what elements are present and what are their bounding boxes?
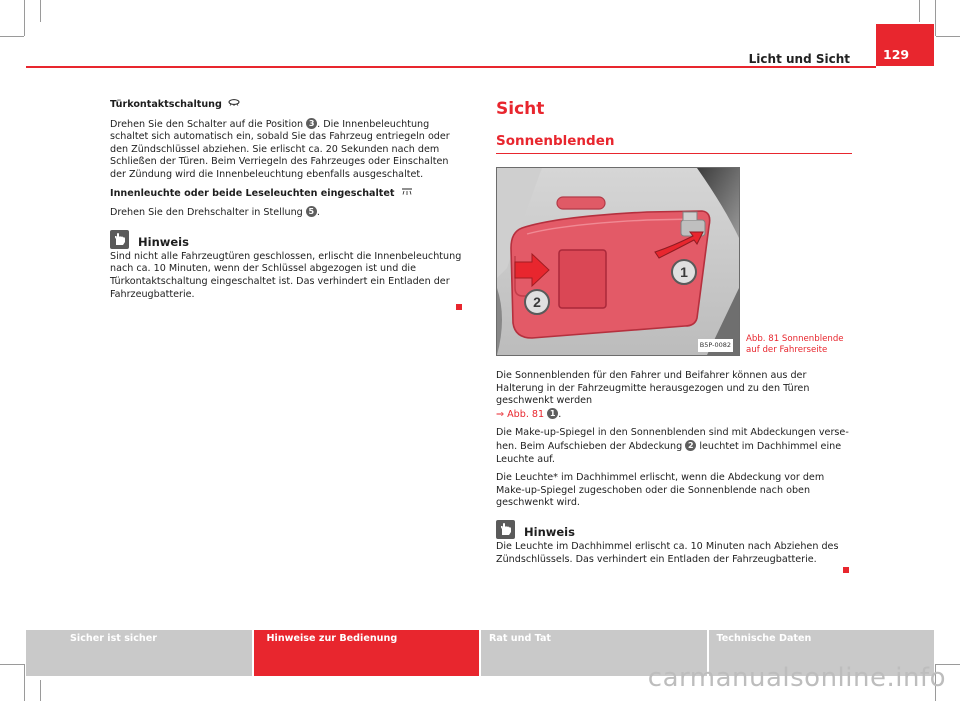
position-ref-badge: 3 [306,118,317,129]
visor-text-2-cont: leuchtet im Dachhimmel eine Leuchte auf. [496,440,842,465]
figure-link[interactable]: ⇒ Abb. 81 [496,408,545,420]
sun-visor-drawing [497,168,739,355]
footer-tab-safety[interactable] [26,630,252,676]
watermark: carmanualsonline.info [647,663,946,693]
page-number: 129 [883,47,910,62]
reading-lamp-icon [401,188,413,195]
visor-text-1-end: . [558,408,562,420]
figure-code: B5P-0082 [698,339,733,352]
end-marker [843,567,849,573]
crop-mark [935,0,936,36]
footer-tab-label: Rat und Tat [489,633,552,644]
figure [496,167,852,356]
reading-light-text: Drehen Sie den Drehschalter in Stellung [110,207,303,219]
note-title: Hinweis [138,235,189,250]
left-column [110,99,465,307]
note-header [110,230,465,249]
dome-lamp-icon [228,99,240,106]
figure-label-1: 1 [680,264,688,280]
figure-caption [746,334,844,356]
figure-label-2: 2 [533,294,541,310]
reading-light-text-end: . [316,207,320,219]
visor-text-2: Die Make-up-Spiegel in den Sonnenblenden sind mit Abdeckungen versehen. Beim Aufschieben der Abdeckung [496,427,849,452]
footer-tab-label: Hinweise zur Bedienung [266,633,398,644]
door-contact-heading [110,99,465,112]
crop-mark [919,0,920,22]
door-contact-text: Drehen Sie den Schalter auf die Position [110,118,304,130]
note-text: Die Leuchte im Dachhimmel erlischt ca. 10 Minuten nach Abziehen des Zündschlüssels. Das verhindert ein Entladen der Fahrzeugbatterie. [496,540,839,565]
crop-mark [0,36,24,37]
right-column [496,99,852,572]
end-marker [456,304,462,310]
visor-text-1: Die Sonnenblenden für den Fahrer und Beifahrer können aus der Halterung in der Fahrzeugmitte herausgezogen und zu den Türen geschwenkt werden [496,370,810,407]
position-ref-badge: 5 [306,206,317,217]
figure-caption-line2: auf der Fahrerseite [746,345,828,355]
reading-light-paragraph [110,206,465,220]
figure-caption-line1: Abb. 81 Sonnenblende [746,334,844,344]
header-rule [26,66,876,68]
figure-ref-badge: 2 [685,440,696,451]
note-title: Hinweis [524,525,575,540]
crop-mark [24,664,25,701]
note-header [496,520,852,539]
crop-mark [936,36,960,37]
subsection-heading: Sonnenblenden [496,133,852,154]
crop-mark [0,664,24,665]
footer-tab-label: Sicher ist sicher [70,633,157,644]
footer-tab-label: Technische Daten [716,633,812,644]
door-contact-heading-text: Türkontaktschaltung [110,99,222,110]
crop-mark [40,0,41,22]
door-contact-text-cont: . Die Innenbeleuchtung schaltet sich automatisch ein, sobald Sie das Fahrzeug entriegeln oder den Zündschlüssel abziehen. Sie erlischt ca. 20 Sekunden nach dem Schließen der Türen. Beim Verriegeln des Fahrzeuges oder Einschalten der Zündung wird die Innenbeleuchtung ebenfalls ausgeschaltet. [110,118,450,180]
section-title: Licht und Sicht [748,52,850,66]
crop-mark [24,0,25,36]
section-heading: Sicht [496,99,545,119]
note-text: Sind nicht alle Fahrzeugtüren geschlossen, erlischt die Innenbeleuchtung nach ca. 10 Minuten, wenn der Schlüssel abgezogen ist und die Türkontaktschaltung eingeschaltet ist. Das verhindert ein Entladen der Fahrzeugbatterie. [110,250,462,300]
figure-ref-badge: 1 [547,408,558,419]
footer-tab-operation[interactable] [254,630,480,676]
reading-light-heading-text: Innenleuchte oder beide Leseleuchten eingeschaltet [110,187,395,199]
visor-paragraph-1 [496,370,852,421]
visor-paragraph-2 [496,427,852,466]
door-contact-paragraph [110,118,465,182]
reading-light-heading [110,188,465,201]
visor-paragraph-3: Die Leuchte* im Dachhimmel erlischt, wenn die Abdeckung vor dem Make-up-Spiegel zugeschoben oder die Sonnenblende nach oben geschwenkt wird. [496,472,825,509]
page-number-box [876,24,934,66]
sun-visor-illustration [496,167,740,356]
crop-mark [40,680,41,701]
info-hand-icon [496,520,515,539]
info-hand-icon [110,230,129,249]
